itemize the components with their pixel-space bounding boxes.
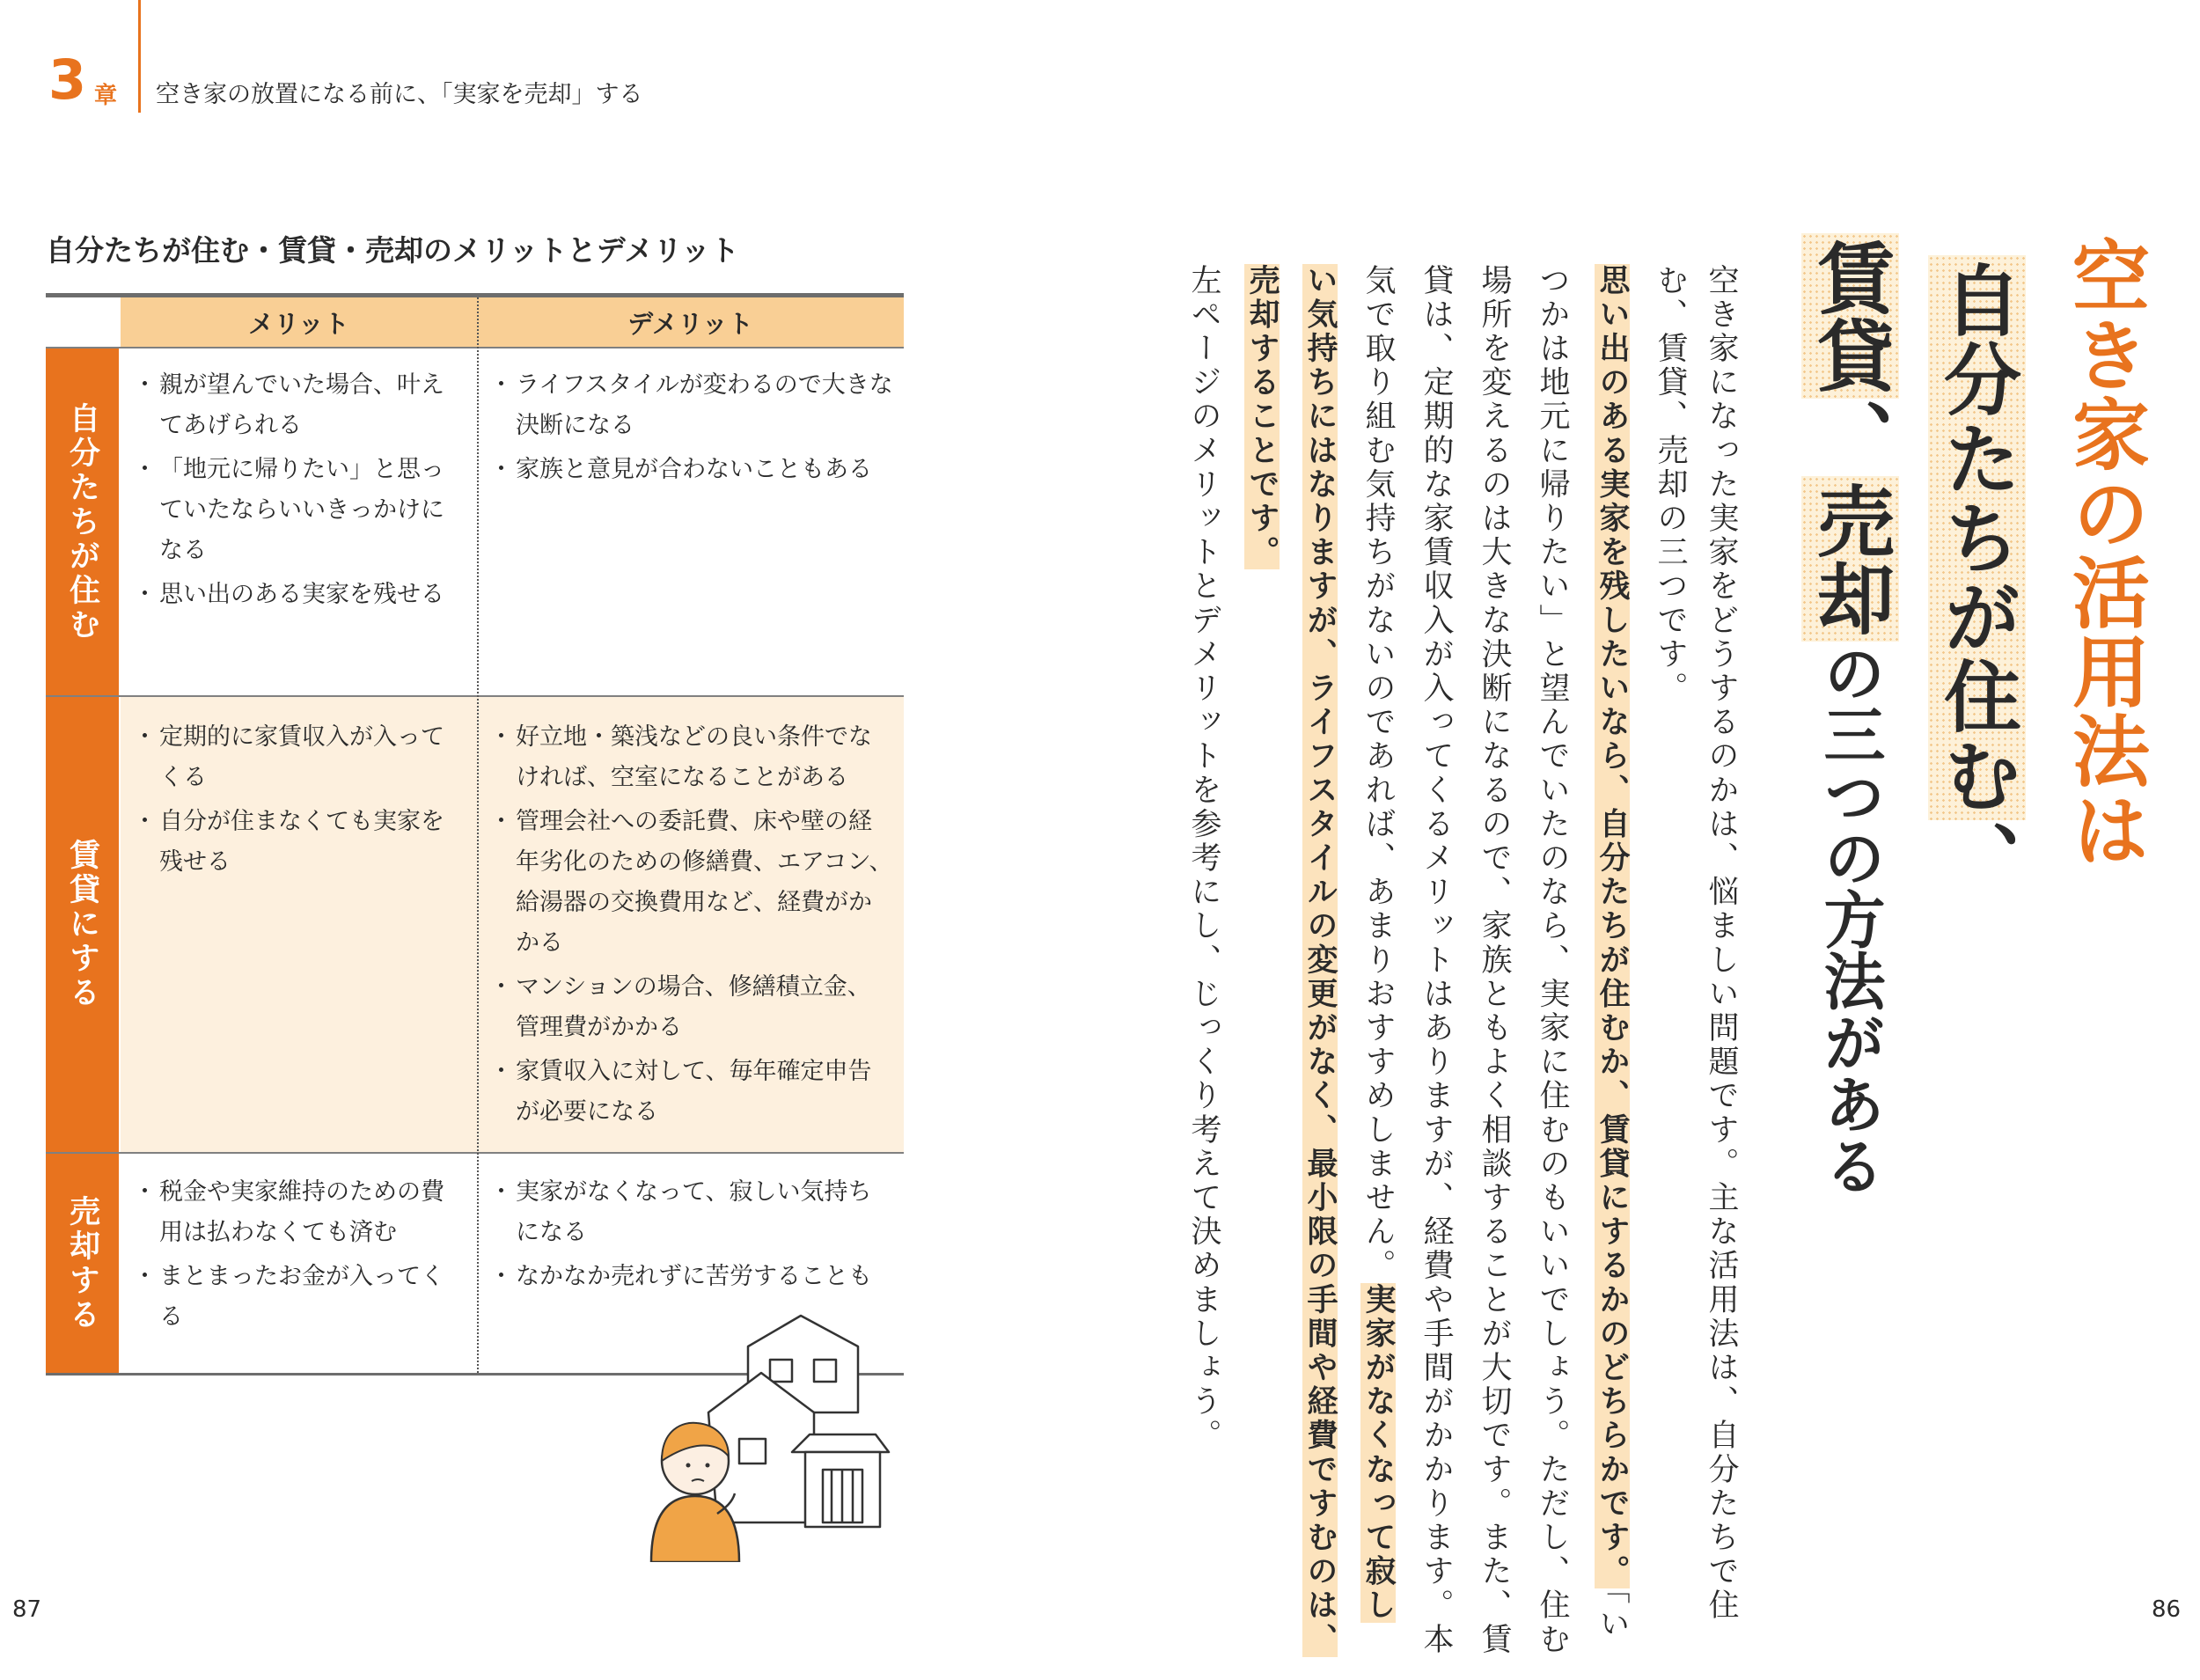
title-comma: 、 [1932, 820, 2022, 899]
chapter-number: 3 [48, 48, 87, 112]
title-line-2 [1932, 255, 2022, 899]
cell-sell-demerits [493, 1172, 893, 1301]
title-highlight-sell: 売却 [1801, 476, 1899, 642]
chapter-title: 空き家の放置になる前に、「実家を売却」する [156, 81, 643, 108]
house-illustration [634, 1298, 898, 1562]
body-col-1: 空き家になった実家をどうするのかは、悩ましい問題です。主な活用法は、自分たちで住 [1704, 264, 1739, 1623]
body-col-3 [1595, 264, 1630, 1642]
body-col-10: 左ページのメリットとデメリットを参考にし、じっくり考えて決めましょう。 [1186, 264, 1221, 1453]
body-text: 「い [1595, 1588, 1630, 1642]
row-divider [46, 695, 904, 697]
cell-rent-demerits [493, 717, 893, 1136]
column-divider [477, 297, 479, 1373]
body-col-5: 場所を変えるのは大きな決断になるので、家族ともよく相談することが大切です。また、賃 [1477, 264, 1512, 1657]
list-item: ・ 定期的に家賃収入が入ってくる [136, 717, 466, 798]
cell-live-merits [136, 365, 466, 619]
row-label-live: 自分たちが住む [46, 348, 119, 695]
list-item: ・ マンションの場合、修繕積立金、管理費がかかる [493, 967, 893, 1048]
chapter-label: 章 [94, 83, 118, 109]
list-item: ・ 好立地・築浅などの良い条件でなければ、空室になることがある [493, 717, 893, 798]
body-col-2: む、賃貸、売却の三つです。 [1653, 264, 1688, 706]
row-label-sell: 売却する [46, 1154, 119, 1373]
body-highlight: い気持ちにはなりますが、ライフスタイルの変更がなく、最小限の手間や経費ですむのは、 [1302, 264, 1338, 1657]
header-divider [138, 0, 141, 113]
row-divider [46, 1152, 904, 1154]
title-highlight-rent: 賃貸 [1801, 233, 1899, 399]
merit-header: メリット [121, 297, 477, 347]
body-col-7 [1360, 264, 1396, 1623]
demerit-header: デメリット [477, 297, 904, 347]
list-item: ・ 親が望んでいた場合、叶えてあげられる [136, 365, 466, 446]
body-highlight: 思い出のある実家を残したいなら、自分たちが住むか、賃貸にするかのどちらかです。 [1595, 264, 1630, 1589]
cell-sell-merits [136, 1172, 466, 1341]
title-line-3-real [1805, 233, 1896, 1196]
list-item: ・ 「地元に帰りたい」と思っていたならいいきっかけになる [136, 450, 466, 571]
body-highlight: 売却することです。 [1244, 264, 1280, 570]
body-col-4: つかは地元に帰りたい」と望んでいたのなら、実家に住むのもいいでしょう。ただし、住む [1535, 264, 1570, 1657]
title-line-1: 空き家の活用法は [2060, 236, 2151, 869]
cell-rent-merits [136, 717, 466, 886]
body-highlight: 実家がなくなって寂し [1360, 1283, 1396, 1623]
body-text: 気で取り組む気持ちがないのであれば、あまりおすすめしません。 [1360, 264, 1396, 1283]
list-item: ・ 自分が住まなくても実家を残せる [136, 802, 466, 883]
list-item: ・ 家賃収入に対して、毎年確定申告が必要になる [493, 1052, 893, 1133]
body-col-9 [1244, 264, 1280, 570]
list-item: ・ なかなか売れずに苦労することも [493, 1257, 893, 1297]
body-col-8 [1302, 264, 1338, 1657]
page-number-left: 87 [12, 1596, 42, 1623]
list-item: ・ 家族と意見が合わないこともある [493, 450, 893, 490]
list-item: ・ 管理会社への委託費、床や壁の経年劣化のための修繕費、エアコン、給湯器の交換費用など、経費がかかる [493, 802, 893, 964]
title-tail: の三つの方法がある [1814, 642, 1886, 1196]
list-item: ・ 思い出のある実家を残せる [136, 575, 466, 615]
title-highlight-live: 自分たちが住む [1928, 255, 2026, 820]
cell-live-demerits [493, 365, 893, 494]
row-divider [46, 347, 904, 348]
row-label-rent: 賃貸にする [46, 697, 119, 1152]
list-item: ・ ライフスタイルが変わるので大きな決断になる [493, 365, 893, 446]
list-item: ・ 実家がなくなって、寂しい気持ちになる [493, 1172, 893, 1253]
list-item: ・ 税金や実家維持のための費用は払わなくても済む [136, 1172, 466, 1253]
page-number-right: 86 [2152, 1596, 2182, 1623]
list-item: ・ まとまったお金が入ってくる [136, 1257, 466, 1338]
table-title: 自分たちが住む・賃貸・売却のメリットとデメリット [46, 233, 740, 268]
title-comma: 、 [1805, 399, 1896, 476]
body-col-6: 貸は、定期的な家賃収入が入ってくるメリットはありますが、経費や手間がかかります。本 [1419, 264, 1454, 1657]
